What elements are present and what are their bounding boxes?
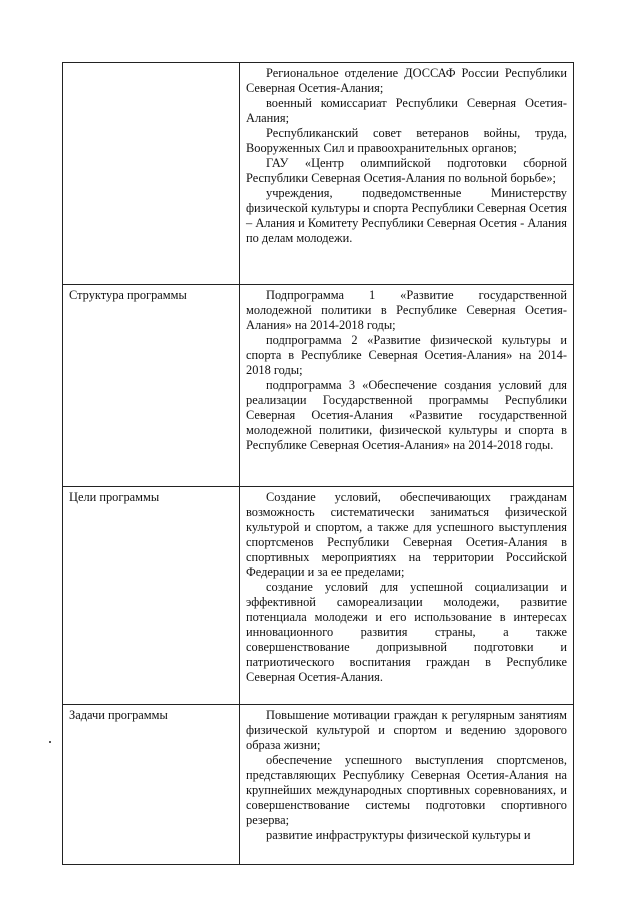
row-content: [240, 487, 574, 705]
paragraph: обеспечение успешного выступления спортсменов, представляющих Республику Северная Осетия-Алания на крупнейших международных спортивных соревнованиях, и совершенствование системы подготовки спортивного резерва;: [246, 753, 567, 827]
row-label: Задачи программы: [63, 705, 240, 865]
table-row: [63, 705, 574, 865]
paragraph: Региональное отделение ДОССАФ России Республики Северная Осетия-Алания;: [246, 66, 567, 95]
paragraph: Подпрограмма 1 «Развитие государственной молодежной политики в Республике Северная Осетия-Алания» на 2014-2018 годы;: [246, 288, 567, 332]
row-label: Цели программы: [63, 487, 240, 705]
table-row: [63, 487, 574, 705]
table-row: [63, 285, 574, 487]
paragraph: ГАУ «Центр олимпийской подготовки сборной Республики Северная Осетия-Алания по вольной борьбе»;: [246, 156, 567, 185]
paragraph: военный комиссариат Республики Северная Осетия-Алания;: [246, 96, 567, 125]
row-content: [240, 285, 574, 487]
row-label: [63, 63, 240, 285]
paragraph: учреждения, подведомственные Министерству физической культуры и спорта Республики Северная Осетия – Алания и Комитету Республики Северная Осетия - Алания по делам молодежи.: [246, 186, 567, 245]
row-content: [240, 705, 574, 865]
paragraph: Повышение мотивации граждан к регулярным занятиям физической культурой и спортом и ведению здорового образа жизни;: [246, 708, 567, 752]
paragraph: подпрограмма 3 «Обеспечение создания условий для реализации Государственной программы Республики Северная Осетия-Алания «Развитие государственной молодежной политики, физической культуры и спорта в Республике Северная Осетия-Алания» на 2014-2018 годы.: [246, 378, 567, 452]
paragraph: Республиканский совет ветеранов войны, труда, Вооруженных Сил и правоохранительных органов;: [246, 126, 567, 155]
scan-speck: [49, 741, 51, 743]
paragraph: подпрограмма 2 «Развитие физической культуры и спорта в Республике Северная Осетия-Алания» на 2014-2018 годы;: [246, 333, 567, 377]
paragraph: Создание условий, обеспечивающих гражданам возможность систематически заниматься физической культурой и спортом, а также для успешного выступления спортсменов Республики Северная Осетия-Алания в спортивных мероприятиях на территории Российской Федерации и за ее пределами;: [246, 490, 567, 579]
row-content: [240, 63, 574, 285]
table-row: [63, 63, 574, 285]
program-passport-table: [62, 62, 574, 865]
paragraph: развитие инфраструктуры физической культуры и: [266, 828, 531, 842]
row-label: Структура программы: [63, 285, 240, 487]
document-page: [62, 62, 574, 865]
paragraph: создание условий для успешной социализации и эффективной самореализации молодежи, развитие потенциала молодежи и его использование в интересах инновационного развития страны, а также совершенствование допризывной подготовки и патриотического воспитания граждан в Республике Северная Осетия-Алания.: [246, 580, 567, 684]
